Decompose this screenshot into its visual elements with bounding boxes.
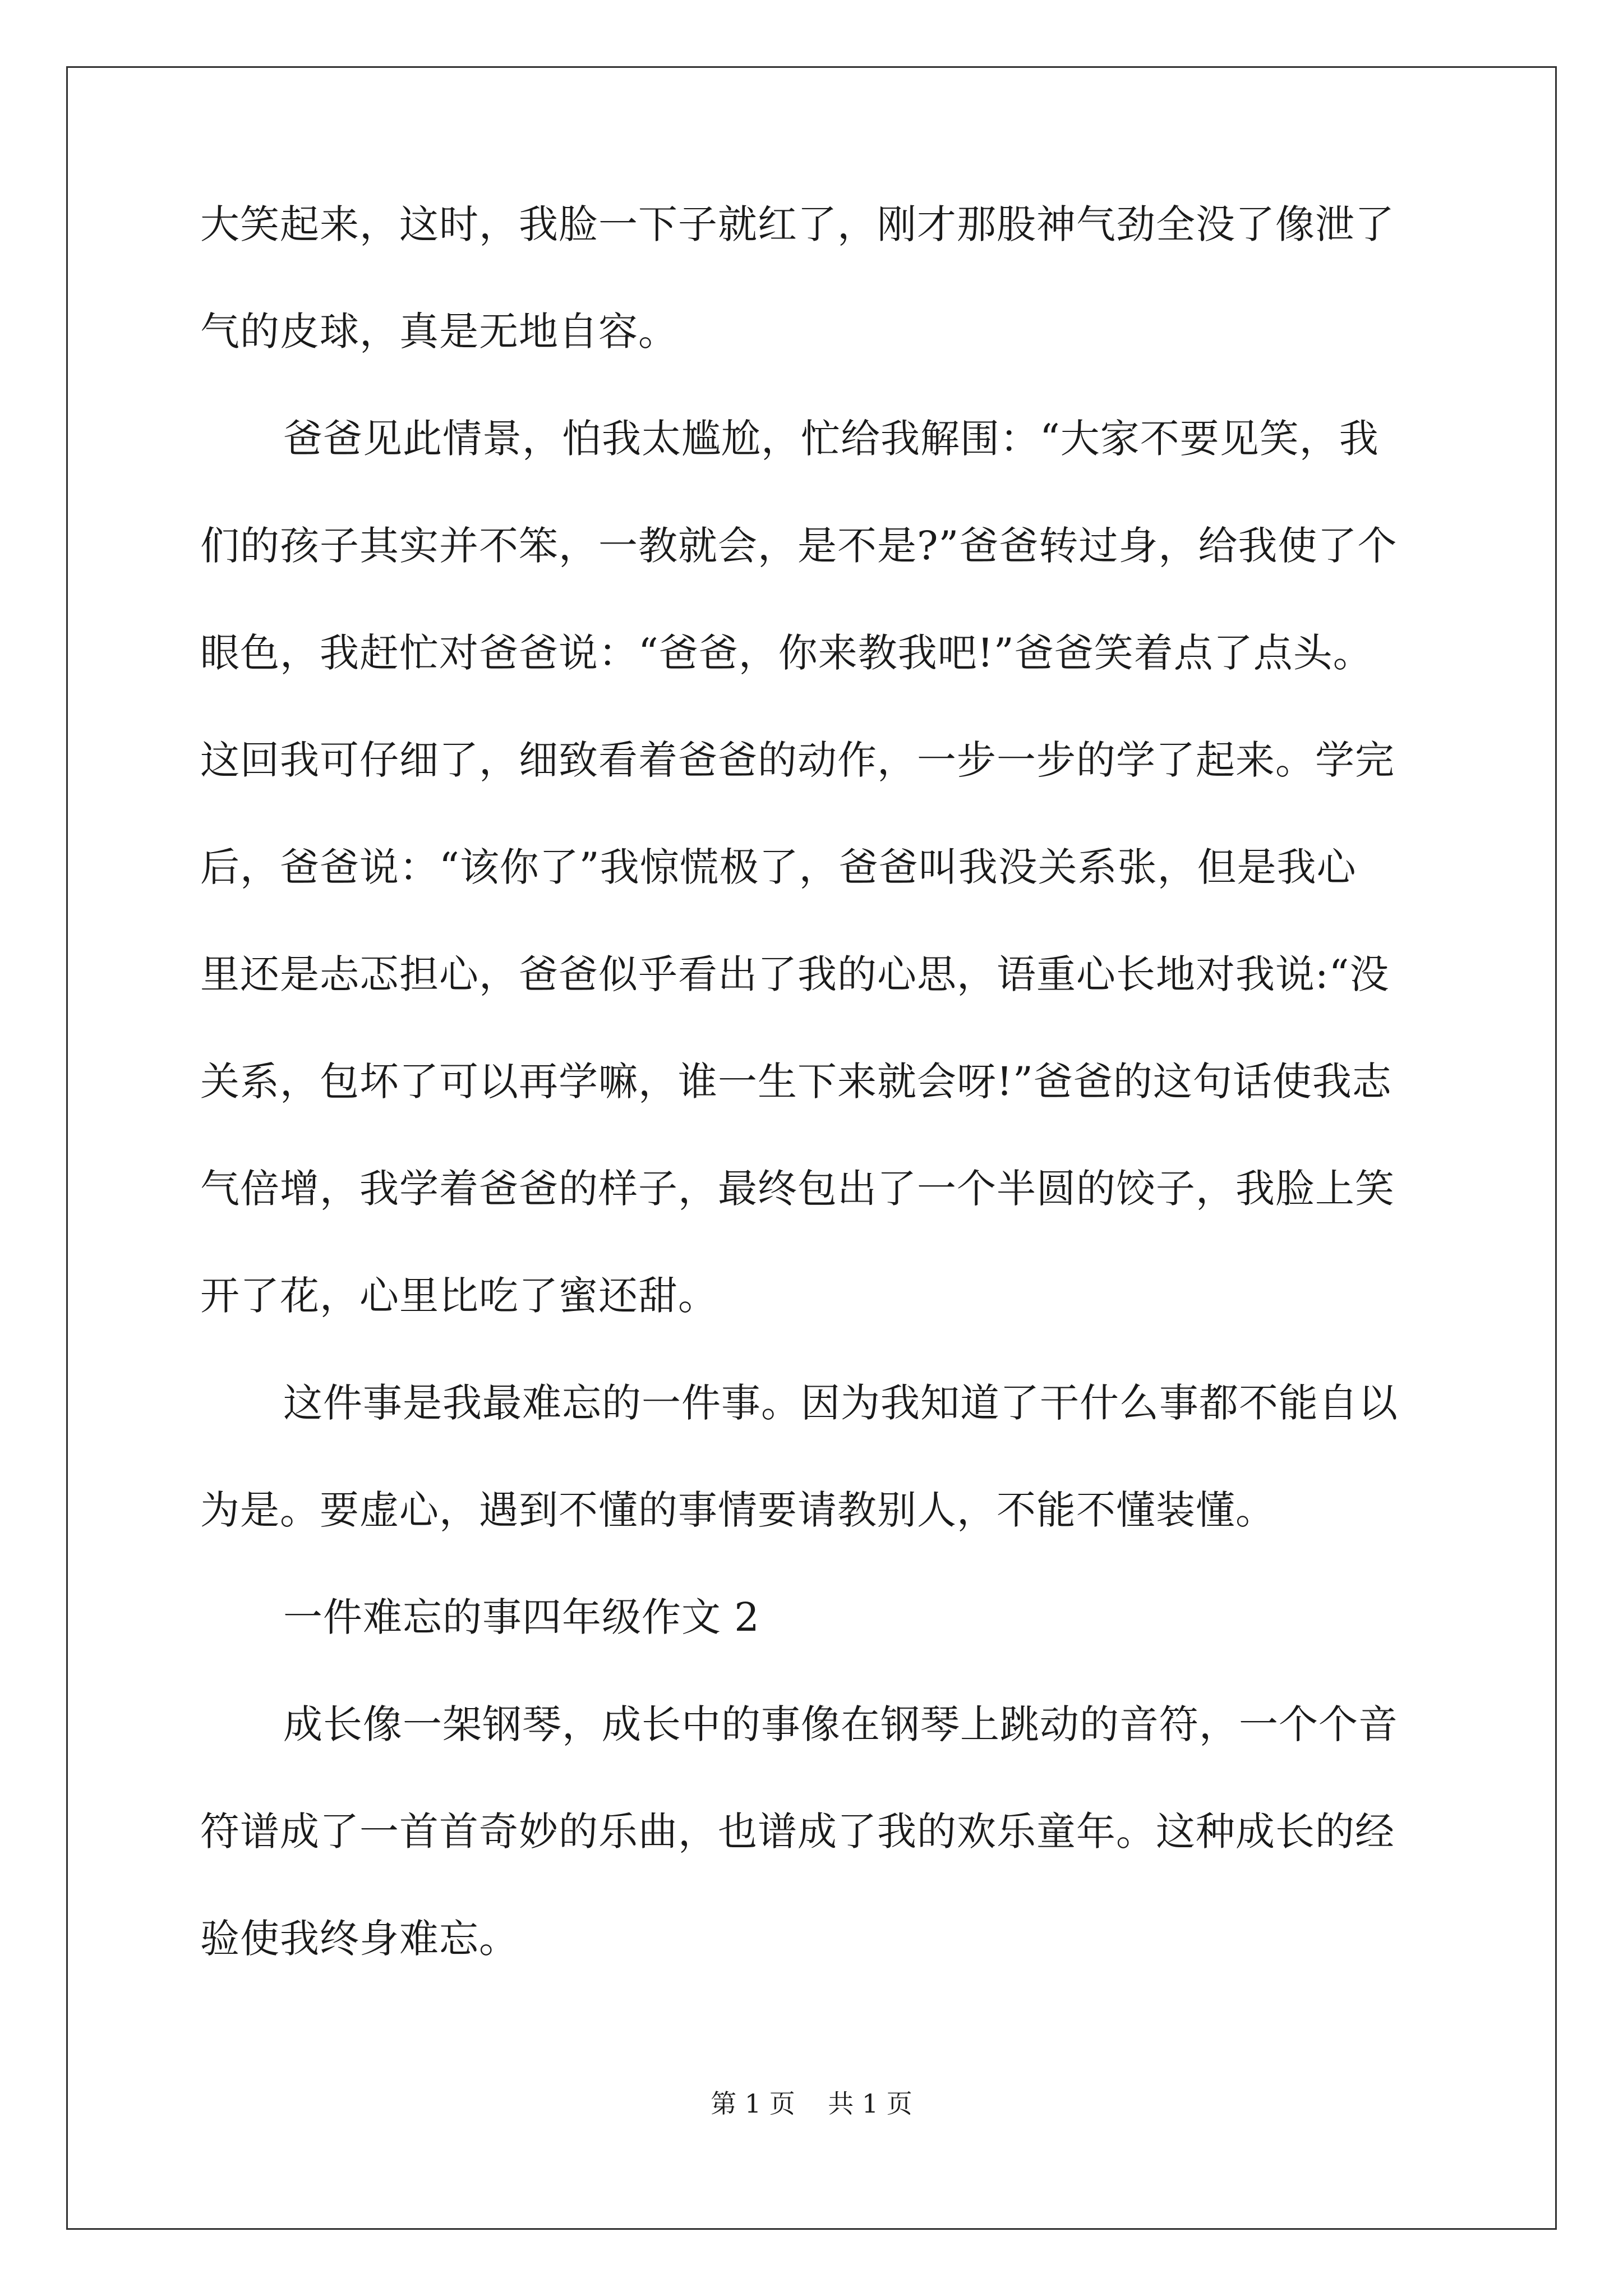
text-line-1: 大笑起来，这时，我脸一下子就红了，刚才那股神气劲全没了像泄了 [200, 201, 1395, 247]
text-line-7: 后，爸爸说：“该你了”我惊慌极了，爸爸叫我没关系张，但是我心 [200, 844, 1357, 890]
text-line-12: 这件事是我最难忘的一件事。因为我知道了干什么事都不能自以 [283, 1380, 1398, 1426]
text-line-8: 里还是忐忑担心，爸爸似乎看出了我的心思，语重心长地对我说:“没 [200, 951, 1390, 997]
text-line-9: 关系，包坏了可以再学嘛，谁一生下来就会呀!”爸爸的这句话使我志 [200, 1059, 1392, 1105]
document-body [200, 201, 1434, 2026]
text-line-10: 气倍增，我学着爸爸的样子，最终包出了一个半圆的饺子，我脸上笑 [200, 1166, 1395, 1212]
text-line-5: 眼色，我赶忙对爸爸说：“爸爸，你来教我吧!”爸爸笑着点了点头。 [200, 630, 1373, 676]
text-line-16: 符谱成了一首首奇妙的乐曲，也谱成了我的欢乐童年。这种成长的经 [200, 1809, 1395, 1855]
text-line-17: 验使我终身难忘。 [200, 1916, 519, 1962]
section-heading: 一件难忘的事四年级作文 2 [283, 1594, 760, 1640]
text-line-4: 们的孩子其实并不笨，一教就会，是不是?”爸爸转过身，给我使了个 [200, 523, 1398, 569]
text-line-6: 这回我可仔细了，细致看着爸爸的动作，一步一步的学了起来。学完 [200, 737, 1395, 783]
text-line-13: 为是。要虚心，遇到不懂的事情要请教别人，不能不懂装懂。 [200, 1487, 1275, 1533]
text-line-2: 气的皮球，真是无地自容。 [200, 309, 678, 355]
text-line-15: 成长像一架钢琴，成长中的事像在钢琴上跳动的音符，一个个音 [283, 1701, 1398, 1747]
text-line-11: 开了花，心里比吃了蜜还甜。 [200, 1273, 718, 1319]
text-line-3: 爸爸见此情景，怕我太尴尬，忙给我解围：“大家不要见笑，我 [283, 416, 1379, 462]
page-number-footer: 第 1 页 共 1 页 [711, 2088, 912, 2119]
